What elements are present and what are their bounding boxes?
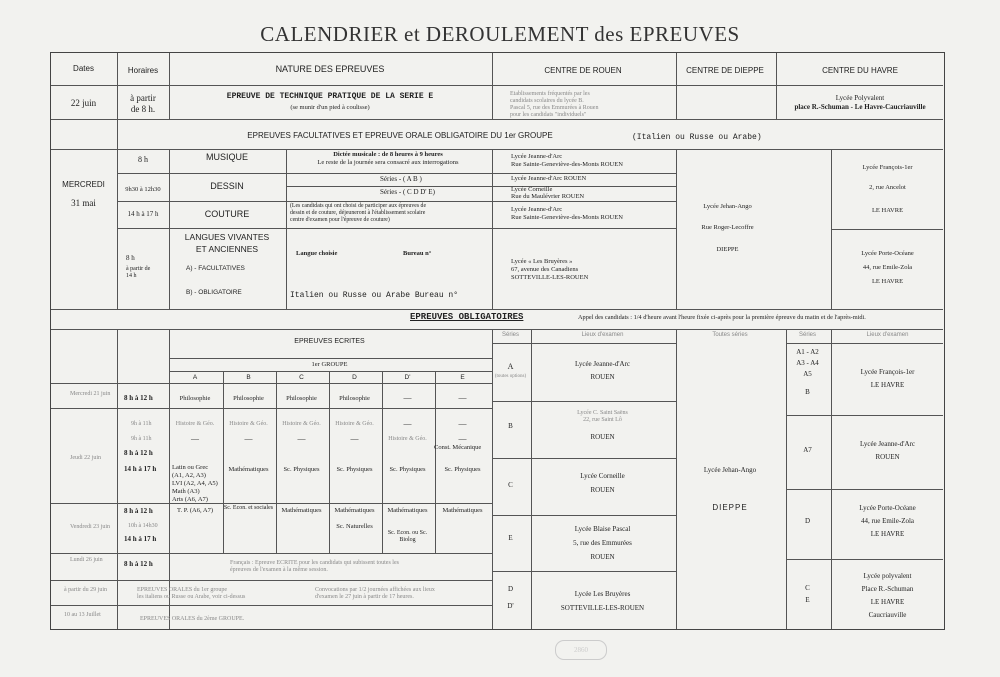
r1-a: Philosophie [179,395,211,402]
col-e: E [460,374,465,381]
havre-b-lycee: Lycée Porte-Océane [861,250,914,257]
rouen-l5a: Lycée Les Bruyères [574,590,631,598]
r4-note-1: Français : Epreuve ECRITE pour les candidats qui subissent toutes les [230,560,399,566]
r1-e: — [458,393,467,402]
r2c-e: Const. Mécanique [434,444,482,451]
dieppe-rue: Rue Roger-Lecoffre [701,224,754,231]
date-row-6: 10 au 13 Juillet [64,612,101,618]
havre-l4d: Caucriauville [868,611,907,619]
archive-stamp: 2860 [555,640,607,660]
row1-rouen-1: Etablissements fréquentés par les [510,91,590,97]
rouen-l1b: ROUEN [590,373,615,381]
havre-b-rue: 44, rue Emile-Zola [862,264,913,271]
rouen-s1: A [507,362,514,371]
header-dates: Dates [73,64,94,73]
rouen-l4a: Lycée Blaise Pascal [574,525,631,533]
r5-note-1: EPREUVES ORALES du 1er groupe [137,587,227,593]
col-d-prime: D' [404,374,411,381]
rouen-s5a: D [507,585,514,593]
r5-note-4: d'examen le 27 juin à partir de 17 heures. [315,594,414,600]
havre-s4b: E [805,596,810,604]
col-b: B [246,374,251,381]
rouen-l4c: ROUEN [590,553,615,561]
havre-l3a: Lycée Porte-Océane [859,504,916,512]
r2d-a-1: Latin ou Grec [172,464,209,471]
header-dieppe: CENTRE DE DIEPPE [686,66,764,75]
rouen-l2b: 22, rue Saint Lô [583,417,622,423]
r2b-c: — [297,434,306,443]
couture-rouen-1: Lycée Jeanne-d'Arc [511,206,563,213]
havre-b-ville: LE HAVRE [871,278,904,285]
havre-l1a: Lycée François-1er [860,368,915,376]
time-row-1: 8 h à 12 h [124,394,153,402]
havre-lieux-header: Lieux d'examen [866,332,909,338]
facult-title: EPREUVES FACULTATIVES ET EPREUVE ORALE OBLIGATOIRE DU 1er GROUPE [247,131,553,140]
r2d-a-5: Arts (A6, A7) [172,496,208,503]
couture-label: COUTURE [204,209,250,219]
langues-rouen-3: SOTTEVILLE-LES-ROUEN [511,274,589,281]
havre-s1-2: A5 [803,370,812,378]
col-d: D [352,374,357,381]
havre-l3c: LE HAVRE [870,530,905,538]
musique-time: 8 h [138,155,148,164]
havre-a-lycee: Lycée François-1er [862,164,913,171]
r1-d: Philosophie [339,395,370,402]
havre-series-header: Séries [798,332,816,338]
havre-l2a: Lycée Jeanne-d'Arc [859,440,916,448]
r2d-e: Sc. Physiques [444,466,481,473]
rouen-s3: C [508,481,513,489]
r3a-b: Sc. Econ. et sociales [223,505,274,511]
rouen-s4: E [508,534,513,542]
oblig-title: EPREUVES OBLIGATOIRES [410,312,524,322]
header-horaires: Horaires [127,66,159,75]
havre-l4a: Lycée polyvalent [863,572,912,580]
rouen-l5b: SOTTEVILLE-LES-ROUEN [560,604,645,612]
musique-note-2: Le reste de la journée sera consacré aux interrogations [317,159,459,166]
dessin-rouen-2: Lycée Corneille [511,186,553,193]
rouen-s1-note: (toutes options) [494,374,527,379]
header-nature: NATURE DES EPREUVES [275,64,385,74]
langues-time-1: 8 h [126,254,135,262]
header-rouen: CENTRE DE ROUEN [544,66,622,75]
havre-a-rue: 2, rue Ancelot [869,184,906,191]
havre-s4a: C [805,584,810,592]
dieppe-lycee: Lycée Jehan-Ango [703,203,752,210]
r3a-dp: Mathématiques [387,507,428,514]
r2a-a: Histoire & Géo. [175,421,215,427]
r2b-dp: Histoire & Géo. [388,436,427,442]
facult-date-2: 31 mai [71,198,96,208]
couture-note-1: (Les candidats qui ont choisi de participer aux épreuves de [290,203,427,209]
header-havre: CENTRE DU HAVRE [822,66,898,75]
havre-l4b: Place R.-Schuman [861,585,914,593]
r1-dp: — [403,393,412,402]
havre-s2: A7 [803,446,812,454]
havre-a-ville: LE HAVRE [871,207,904,214]
row1-date: 22 juin [70,98,97,108]
facult-langs: (Italien ou Russe ou Arabe) [632,133,762,142]
r3a-d: Mathématiques [334,507,375,514]
havre-l1b: LE HAVRE [870,381,905,389]
ecrites-title: EPREUVES ECRITES [294,338,365,345]
date-row-2: Jeudi 22 juin [70,455,101,461]
rouen-l4b: 5, rue des Emmurées [573,539,632,547]
rouen-s5b: D' [507,602,514,610]
groupe-title: 1er GROUPE [311,361,348,368]
r5-note-3: Convocations par 1/2 journées affichées aux lieux [315,587,435,593]
r2b-d: — [350,434,359,443]
dieppe-toutes: Toutes séries [712,332,748,338]
langues-label-2: ET ANCIENNES [195,244,259,254]
obligatoire-label: B) - OBLIGATOIRE [186,289,242,296]
langues-label-1: LANGUES VIVANTES [184,232,270,242]
bureau-label: Bureau n° [403,250,432,257]
r6-note: EPREUVES ORALES du 2ème GROUPE. [140,616,245,622]
r3a-a: T. P. (A6, A7) [177,507,213,514]
dessin-series-1: Séries - ( A B ) [380,175,422,183]
row1-epreuve: EPREUVE DE TECHNIQUE PRATIQUE DE LA SERIE E [226,92,434,101]
oblig-note: Appel des candidats : 1/4 d'heure avant l'heure fixée ci-après pour la première épreuve du matin et de l'après-midi. [578,314,866,321]
rouen-l3a: Lycée Corneille [580,472,625,480]
row1-havre-1: Lycée Polyvalent [835,94,885,102]
r2a-c: Histoire & Géo. [282,421,321,427]
dessin-rouen-3: Rue du Maulévrier ROUEN [511,193,585,200]
r2d-a-3: LVI (A2, A4, A5) [172,480,218,487]
r3b-d: Sc. Naturelles [336,523,373,530]
dieppe-oral-lycee: Lycée Jehan-Ango [703,466,757,474]
couture-time: 14 h à 17 h [127,210,159,218]
r3a-e: Mathématiques [442,507,483,514]
havre-l3b: 44, rue Emile-Zola [860,517,915,525]
rouen-lieux-header: Lieux d'examen [581,332,624,338]
havre-s3: D [804,517,811,525]
dessin-label: DESSIN [210,181,244,191]
time-row-2d: 14 h à 17 h [124,465,157,473]
row1-havre-2: place R.-Schuman - Le Havre-Caucriauville [794,103,926,111]
langues-rouen-1: Lycée « Les Bruyères » [511,258,573,265]
time-row-4: 8 h à 12 h [124,560,153,568]
col-a: A [192,374,198,381]
col-c: C [299,374,304,381]
time-row-3b: 10h à 14h30 [128,523,158,529]
dieppe-oral-ville: DIEPPE [712,503,748,512]
r3c-dp: Sc. Econ. ou Sc. Biolog [387,530,428,544]
r2b-a: — [191,434,199,443]
r2a-dp: — [403,419,412,428]
r2d-c: Sc. Physiques [283,466,320,473]
havre-s1-1: A3 - A4 [796,359,819,367]
date-row-1: Mercredi 21 juin [70,391,111,397]
langues-time-2: à partir de [126,266,151,272]
rouen-series-header: Séries [501,332,519,338]
r2b-e: — [458,434,467,443]
rouen-l1a: Lycée Jeanne-d'Arc [574,360,631,368]
rouen-l3b: ROUEN [590,486,615,494]
time-row-2c: 8 h à 12 h [124,449,153,457]
r2d-d: Sc. Physiques [336,466,373,473]
facult-date-1: MERCREDI [62,180,105,189]
date-row-4: Lundi 26 juin [70,557,103,563]
page-title: CALENDRIER et DEROULEMENT des EPREUVES [260,22,740,46]
r2a-b: Histoire & Géo. [229,421,268,427]
couture-rouen-2: Rue Sainte-Geneviève-des-Monts ROUEN [511,214,623,221]
row1-rouen-2: candidats scolaires du lycée B. [510,98,584,104]
r4-note-2: épreuves de l'examen à la même session. [230,567,328,573]
rouen-s2: B [508,422,513,430]
dessin-time: 9h30 à 12h30 [125,186,161,193]
langue-choisie-label: Langue choisie [296,250,338,257]
r2b-b: — [244,434,253,443]
r2d-dp: Sc. Physiques [389,466,426,473]
r2a-e: — [458,419,467,428]
time-row-2b: 9h à 11h [131,436,152,442]
havre-s1-3: B [805,388,810,396]
date-row-5: à partir du 29 juin [64,587,107,593]
row1-horaire-2: de 8 h. [130,104,156,114]
couture-note-2: dessin et de couture, déjeuneront à l'établissement scolaire [290,210,426,216]
havre-l4c: LE HAVRE [870,598,905,606]
langues-time-3: 14 h [126,273,137,279]
facultatives-label: A) - FACULTATIVES [186,265,245,272]
havre-l2b: ROUEN [875,453,900,461]
r2d-a-4: Math (A3) [172,488,200,495]
rouen-l2a: Lycée C. Saint Saëns [577,410,628,416]
couture-note-3: centre d'examen pour l'épreuve de couture) [290,217,390,223]
r3a-c: Mathématiques [281,507,322,514]
r2a-d: Histoire & Géo. [335,421,374,427]
r2d-b: Mathématiques [228,466,269,473]
dessin-rouen-1: Lycée Jeanne-d'Arc ROUEN [511,175,587,182]
row1-horaire-1: à partir [130,93,156,103]
r5-note-2: les italiens ou Russe ou Arabe, voir ci-dessus [137,594,246,600]
row1-rouen-3: Pascal 5, rue des Emmurées à Rouen [510,105,599,111]
time-row-2a: 9h à 11h [131,421,152,427]
row1-rouen-4: pour les candidats "individuels" [510,112,587,118]
time-row-3a: 8 h à 12 h [124,507,153,515]
havre-s1-0: A1 - A2 [796,348,819,356]
oblig-langues-note: Italien ou Russe ou Arabe Bureau n° [290,291,459,300]
r1-c: Philosophie [286,395,317,402]
rouen-l2c: ROUEN [590,433,615,441]
dessin-series-2: Séries - ( C D D' E) [380,188,435,196]
row1-epreuve-note: (se munir d'un pied à coulisse) [290,104,370,111]
musique-rouen-2: Rue Sainte-Geneviève-des-Monts ROUEN [511,161,623,168]
langues-rouen-2: 67, avenue des Canadiens [511,266,579,273]
musique-rouen-1: Lycée Jeanne-d'Arc [511,153,563,160]
time-row-3c: 14 h à 17 h [124,535,157,543]
dieppe-ville: DIEPPE [716,246,739,253]
musique-label: MUSIQUE [205,152,248,162]
r2d-a-2: (A1, A2, A3) [172,472,206,479]
date-row-3: Vendredi 23 juin [70,524,110,530]
r1-b: Philosophie [233,395,264,402]
musique-note-1: Dictée musicale : de 8 heures à 9 heures [333,151,443,158]
